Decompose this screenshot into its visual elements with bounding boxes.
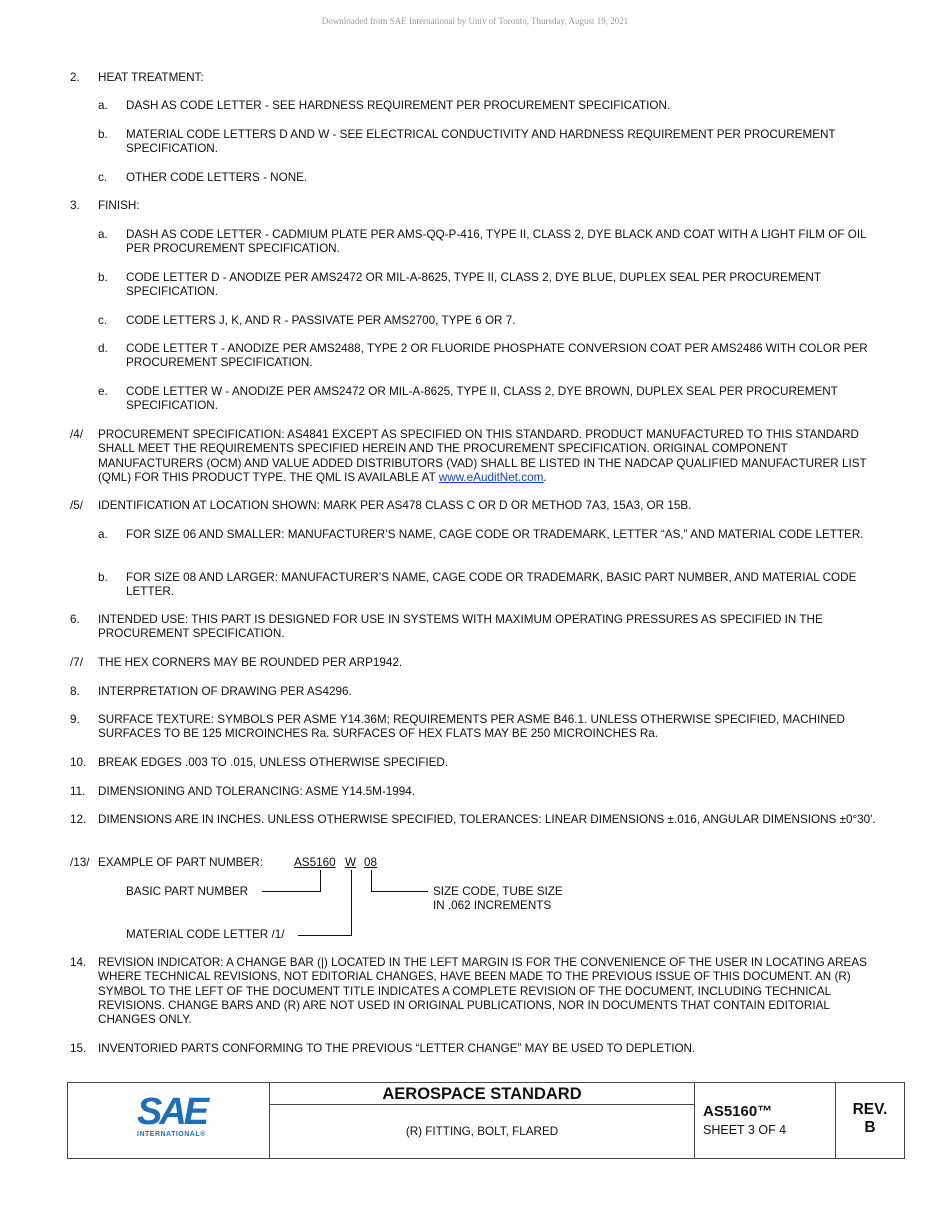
note-2b [98, 128, 878, 157]
sub-label: c. [98, 171, 108, 184]
logo-cell [68, 1083, 270, 1158]
note-2 [70, 71, 880, 85]
sub-label: b. [98, 128, 108, 141]
note-number: 15. [70, 1042, 87, 1055]
basic-part-number-label: BASIC PART NUMBER [126, 885, 249, 898]
sub-label: b. [98, 271, 108, 284]
sub-label: a. [98, 528, 108, 541]
note-number: 3. [70, 199, 80, 212]
leader-size-horizontal [371, 891, 428, 892]
note-text: DIMENSIONING AND TOLERANCING: ASME Y14.5M-1994. [98, 785, 415, 798]
note-text: HEAT TREATMENT: [98, 71, 204, 84]
revision-label: REV. [852, 1101, 888, 1118]
note-number: 12. [70, 813, 87, 826]
document-number: AS5160™ [703, 1103, 773, 1120]
note-text-body: PROCUREMENT SPECIFICATION: AS4841 EXCEPT AS SPECIFIED ON THIS STANDARD. PRODUCT MANUFACTURED TO THIS STANDARD SHALL MEET THE REQUIREMENTS SPECIFIED HEREIN AND THE PROCUREMENT SPECIFICATION. ORIGINAL COMPONENT MANUFACTURERS (OCM) AND VALUE ADDED DISTRIBUTORS (VAD) SHALL BE LISTED IN THE NADCAP QUALIFIED MANUFACTURER LIST (QML) FOR THIS PRODUCT TYPE. THE QML IS AVAILABLE AT [98, 428, 867, 484]
logo-sub-text: INTERNATIONAL [137, 1131, 201, 1138]
eauditnet-link[interactable]: www.eAuditNet.com [438, 470, 544, 484]
note-9 [70, 713, 880, 742]
note-text: THE HEX CORNERS MAY BE ROUNDED PER ARP1942. [98, 656, 403, 669]
leader-material-horizontal [298, 935, 352, 936]
note-text: INTENDED USE: THIS PART IS DESIGNED FOR USE IN SYSTEMS WITH MAXIMUM OPERATING PRESSURES AS SPECIFIED IN THE PROCUREMENT SPECIFICATION. [98, 613, 823, 641]
note-number: 8. [70, 685, 80, 698]
title-block [67, 1082, 905, 1159]
note-text: FINISH: [98, 199, 140, 212]
note-3a [98, 228, 878, 257]
note-3 [70, 199, 880, 213]
basic-part-number: AS5160 [294, 856, 336, 869]
note-8 [70, 685, 880, 699]
sub-text: DASH AS CODE LETTER - SEE HARDNESS REQUIREMENT PER PROCUREMENT SPECIFICATION. [126, 99, 671, 112]
note-13 [70, 856, 880, 870]
sae-logo-subtext [137, 1131, 206, 1138]
note-number: 9. [70, 713, 80, 726]
sub-text: CODE LETTER T - ANODIZE PER AMS2488, TYPE 2 OR FLUORIDE PHOSPHATE CONVERSION COAT PER AMS2486 WITH COLOR PER PROCUREMENT SPECIFICATION. [126, 342, 868, 370]
note-number: 11. [70, 785, 86, 798]
sub-label: e. [98, 385, 108, 398]
note-6 [70, 613, 880, 642]
size-code: 08 [364, 856, 378, 869]
leader-material-vertical [351, 870, 352, 936]
note-number: /4/ [70, 428, 83, 441]
sub-label: b. [98, 571, 108, 584]
note-3b [98, 271, 878, 300]
note-number: /5/ [70, 499, 83, 512]
note-number: /13/ [70, 856, 90, 869]
sub-text: MATERIAL CODE LETTERS D AND W - SEE ELECTRICAL CONDUCTIVITY AND HARDNESS REQUIREMENT PER PROCUREMENT SPECIFICATION. [126, 128, 836, 156]
note-3c [98, 314, 878, 328]
aerospace-standard-heading: AEROSPACE STANDARD [270, 1083, 695, 1105]
sub-text: FOR SIZE 06 AND SMALLER: MANUFACTURER’S NAME, CAGE CODE OR TRADEMARK, LETTER “AS,” AND MATERIAL CODE LETTER. [126, 528, 864, 541]
note-number: /7/ [70, 656, 83, 669]
note-3e [98, 385, 878, 414]
sheet-number: SHEET 3 OF 4 [703, 1123, 787, 1137]
sub-label: c. [98, 314, 108, 327]
note-11 [70, 785, 880, 799]
note-number: 14. [70, 956, 87, 969]
note-number: 10. [70, 756, 87, 769]
sub-text: OTHER CODE LETTERS - NONE. [126, 171, 308, 184]
note-15 [70, 1042, 880, 1056]
leader-size-vertical [371, 870, 372, 892]
sub-text: CODE LETTER W - ANODIZE PER AMS2472 OR MIL-A-8625, TYPE II, CLASS 2, DYE BROWN, DUPLEX SEAL PER PROCUREMENT SPECIFICATION. [126, 385, 838, 413]
note-5b [98, 571, 878, 600]
sub-label: d. [98, 342, 108, 355]
size-code-label-line2: IN .062 INCREMENTS [433, 899, 552, 912]
note-text: DIMENSIONS ARE IN INCHES. UNLESS OTHERWISE SPECIFIED, TOLERANCES: LINEAR DIMENSIONS ±.016, ANGULAR DIMENSIONS ±0°30'. [98, 813, 876, 826]
note-text: INTERPRETATION OF DRAWING PER AS4296. [98, 685, 352, 698]
note-text: BREAK EDGES .003 TO .015, UNLESS OTHERWISE SPECIFIED. [98, 756, 449, 769]
note-5 [70, 499, 880, 513]
logo-registered-mark: ® [200, 1131, 206, 1138]
note-text-end: . [543, 470, 547, 484]
sae-logo-mark: SAE [137, 1091, 207, 1133]
note-number: 2. [70, 71, 80, 84]
note-2a [98, 99, 878, 113]
note-text: SURFACE TEXTURE: SYMBOLS PER ASME Y14.36M; REQUIREMENTS PER ASME B46.1. UNLESS OTHERWISE SPECIFIED, MACHINED SURFACES TO BE 125 MICROINCHES Ra. SURFACES OF HEX FLATS MAY BE 250 MICROINCHES Ra. [98, 713, 845, 741]
leader-basic-horizontal [262, 891, 321, 892]
download-watermark: Downloaded from SAE International by Univ of Toronto, Thursday, August 19, 2021 [321, 16, 629, 26]
sub-text: FOR SIZE 08 AND LARGER: MANUFACTURER’S NAME, CAGE CODE OR TRADEMARK, BASIC PART NUMBER, AND MATERIAL CODE LETTER. [126, 571, 857, 599]
sub-label: a. [98, 99, 108, 112]
sub-text: DASH AS CODE LETTER - CADMIUM PLATE PER AMS-QQ-P-416, TYPE II, CLASS 2, DYE BLACK AND COAT WITH A LIGHT FILM OF OIL PER PROCUREMENT SPECIFICATION. [126, 228, 867, 256]
document-title: (R) FITTING, BOLT, FLARED [270, 1105, 695, 1158]
note-text [98, 428, 880, 485]
sub-text: CODE LETTERS J, K, AND R - PASSIVATE PER AMS2700, TYPE 6 OR 7. [126, 314, 516, 327]
note-3d [98, 342, 878, 371]
size-code-label-line1: SIZE CODE, TUBE SIZE [433, 885, 563, 898]
sae-logo [137, 1093, 206, 1138]
note-text: EXAMPLE OF PART NUMBER: [98, 856, 263, 869]
note-12 [70, 813, 880, 827]
note-7 [70, 656, 880, 670]
leader-basic-vertical [320, 870, 321, 892]
note-5a [98, 528, 878, 542]
note-2c [98, 171, 878, 185]
note-text: INVENTORIED PARTS CONFORMING TO THE PREVIOUS “LETTER CHANGE” MAY BE USED TO DEPLETION. [98, 1042, 696, 1055]
note-text: IDENTIFICATION AT LOCATION SHOWN: MARK PER AS478 CLASS C OR D OR METHOD 7A3, 15A3, OR 15B. [98, 499, 692, 512]
material-code-label: MATERIAL CODE LETTER /1/ [126, 928, 285, 941]
material-code-letter: W [345, 856, 357, 869]
note-10 [70, 756, 880, 770]
note-4 [70, 428, 880, 485]
note-14 [70, 956, 880, 1027]
note-number: 6. [70, 613, 80, 626]
revision-value: B [864, 1119, 876, 1136]
doc-number-cell [695, 1083, 836, 1158]
revision-cell [836, 1083, 904, 1158]
sub-label: a. [98, 228, 108, 241]
note-text: REVISION INDICATOR: A CHANGE BAR (|) LOCATED IN THE LEFT MARGIN IS FOR THE CONVENIENCE OF THE USER IN LOCATING AREAS WHERE TECHNICAL REVISIONS, NOT EDITORIAL CHANGES, HAVE BEEN MADE TO THE PREVIOUS ISSUE OF THIS DOCUMENT. AN (R) SYMBOL TO THE LEFT OF THE DOCUMENT TITLE INDICATES A COMPLETE REVISION OF THE DOCUMENT, INCLUDING TECHNICAL REVISIONS. CHANGE BARS AND (R) ARE NOT USED IN ORIGINAL PUBLICATIONS, NOR IN DOCUMENTS THAT CONTAIN EDITORIAL CHANGES ONLY. [98, 956, 867, 1027]
sub-text: CODE LETTER D - ANODIZE PER AMS2472 OR MIL-A-8625, TYPE II, CLASS 2, DYE BLUE, DUPLEX SEAL PER PROCUREMENT SPECIFICATION. [126, 271, 821, 299]
